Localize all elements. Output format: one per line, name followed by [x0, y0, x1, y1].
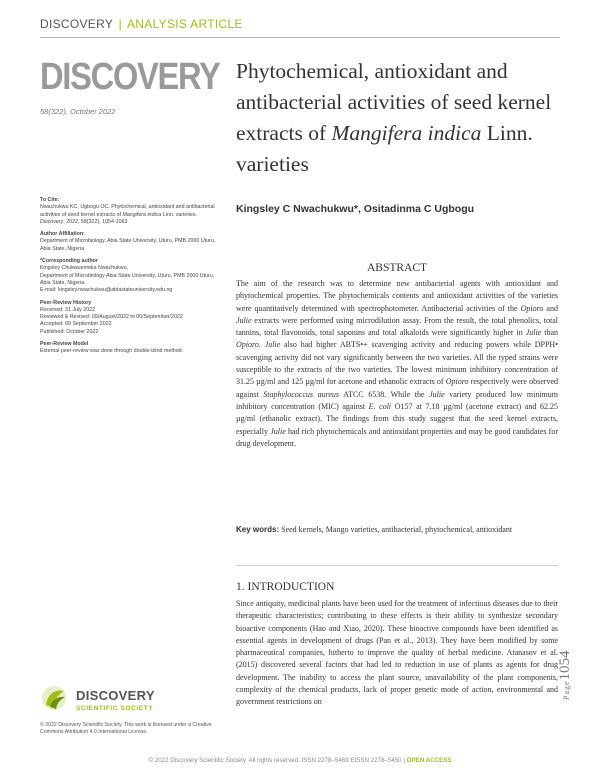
received-date: Received: 31 July 2022: [40, 306, 96, 313]
review-model-text: External peer-review was done through double-blind method.: [40, 348, 184, 355]
keywords: [236, 524, 558, 536]
page-label: Page: [562, 680, 571, 700]
page-value: 1054: [557, 650, 573, 681]
accepted-date: Accepted: 09 September 2022: [40, 321, 112, 328]
journal-header: [40, 17, 243, 31]
page-footer: [0, 757, 600, 764]
article-title: Phytochemical, antioxidant and antibacterial activities of seed kernel extracts of Mangifera indica Linn. varieties: [236, 59, 552, 176]
abstract-body: The aim of the research was to determine new antibacterial agents with antioxidant and phytochemical properties. The phytochemicals contents and antioxidant activities of the varieties were quantitatively determined with spectrophotometer. Antibacterial activities of the Opioro and Julie extracts were performed using microdilution assay. From the result, the total phenolics, total tannins, total flavonoids, total saponins and total alkaloids were significantly higher in Julie than Opioro. Julie also had higher ABTS•+ scavenging activity and reducing powers while DPPH• scavenging activity did not vary significantly between the two varieties. All the typed strains were susceptible to the extracts of the two varieties. The lowest minimum inhibitory concentration of 31.25 µg/ml and 125 µg/ml for acetone and ethanolic extracts of Opioro respectively were observed against Staphylococcus aureus ATCC 6538. While the Julie variety produced low minimum inhibitory concentration (MIC) against E. coli O157 at 7.18 µg/ml (acetone extract) and 62.25 µg/ml (ethanolic extract). The findings from this study suggest that the seed kernel extracts, especially Julie had rich phytochemicals and antioxidant properties and may be good candidates for drug development.: [236, 279, 559, 448]
authors: Kingsley C Nwachukwu*, Ositadinma C Ugbogu: [236, 203, 475, 215]
history-heading: Peer-Review History: [40, 299, 92, 306]
page-number: [556, 640, 586, 700]
review-model-heading: Peer-Review Model: [40, 341, 89, 348]
article-info-sidebar: [40, 197, 218, 356]
license-text: © 2022 Discovery Scientific Society. This work is licensed under a Creative Commons Attribution 4.0 International License.: [40, 722, 212, 736]
header-separator: |: [118, 17, 123, 31]
corresponding-name: Kingsley Chukwuemeka Nwachukwu,: [40, 265, 129, 272]
keywords-divider: [236, 565, 558, 566]
journal-logo: DISCOVERY: [40, 56, 220, 98]
reviewed-date: Reviewed & Revised: 09/August/2022 to 06/September/2022: [40, 314, 183, 321]
affiliation-heading: Author Affiliation:: [40, 231, 85, 238]
society-subtitle: SCIENTIFIC SOCIETY: [76, 705, 154, 712]
open-access-badge: OPEN ACCESS: [406, 757, 452, 764]
introduction-heading: 1. INTRODUCTION: [236, 581, 335, 593]
issue-info: 58(322), October 2022: [40, 107, 116, 116]
header-rule: [40, 37, 560, 38]
to-cite-heading: To Cite:: [40, 197, 60, 203]
citation-text: Nwachukwu KC, Ugbogu OC. Phytochemical, antioxidant and antibacterial activities of seed kernel extracts of Mangifera indica Linn. varieties. Discovery, 2022, 58(322), 1054-1063: [40, 204, 215, 225]
affiliation-text: Department of Microbiology, Abia State University, Uturu, PMB 2000 Uturu, Abia State, Nigeria: [40, 238, 216, 252]
corresponding-heading: *Corresponding author: [40, 258, 98, 265]
keywords-label: Key words:: [236, 525, 280, 534]
introduction-body: Since antiquity, medicinal plants have been used for the treatment of infectious diseases due to their therapeutic characteristics; contributing to these effects is their ability to synthesize secondary bioactive components (Hao and Xiao, 2020). These bioactive compounds have been identified as essential agents in development of drugs (Pan et al., 2013). They have been modified by some pharmaceutical companies, hitherto to improve the quality of herbal medicine. Atanasov et al. (2015) discovered several factors that had led to reduction in use of plants as agents for drug development. The inability to access the plant source, unavailability of the plant components, complexity of the chemical products, lack of proper genetic mode of action, environmental and government restrictions on: [236, 599, 558, 707]
footer-text: © 2022 Discovery Scientific Society. All rights reserved. ISSN 2278–5469 EISSN 2278–5450 |: [148, 757, 407, 764]
corresponding-address: Department of Microbiology Abia State University, Uturu, PMB 2000 Uturu, Abia State, Nigeria.: [40, 272, 215, 286]
published-date: Published: October 2022: [40, 328, 99, 335]
article-type: ANALYSIS ARTICLE: [127, 17, 243, 31]
keywords-text: Seed kernels, Mango varieties, antibacterial, phytochemical, antioxidant: [279, 525, 513, 534]
journal-name: DISCOVERY: [40, 17, 113, 31]
corresponding-email[interactable]: E-mail: kingsley.nwachukwu@abiastateuniversity.edu.ng: [40, 287, 173, 294]
abstract-heading: ABSTRACT: [367, 262, 428, 274]
society-name: DISCOVERY: [76, 688, 155, 703]
